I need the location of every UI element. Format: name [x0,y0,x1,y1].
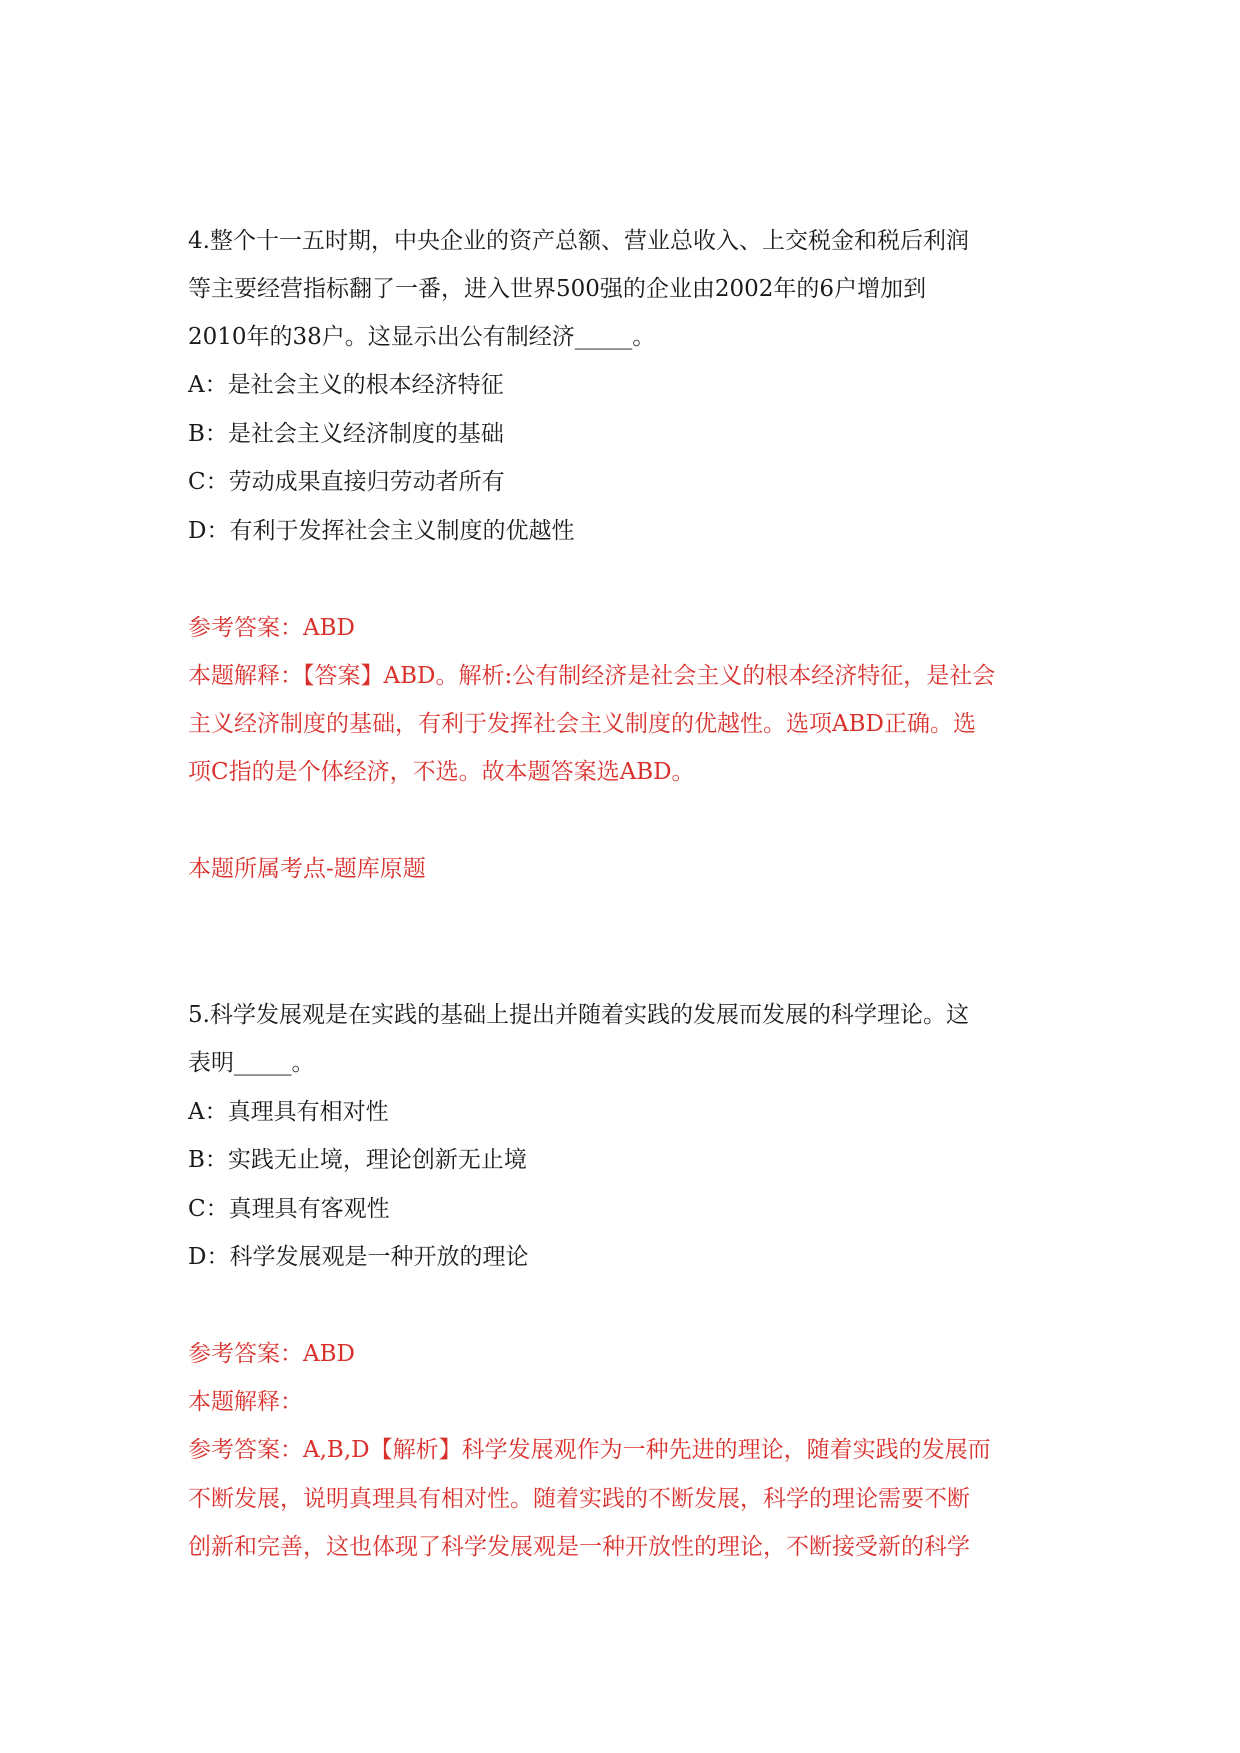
question-5-explanation-line-3: 不断发展，说明真理具有相对性。随着实践的不断发展，科学的理论需要不断 [188,1486,970,1512]
question-4-option-d: D：有利于发挥社会主义制度的优越性 [188,518,575,544]
question-4-explanation-line-2: 主义经济制度的基础，有利于发挥社会主义制度的优越性。选项ABD正确。选 [188,711,976,737]
question-4-explanation-line-3: 项C指的是个体经济，不选。故本题答案选ABD。 [188,759,695,785]
question-5-option-c: C：真理具有客观性 [188,1196,390,1222]
question-5-answer: 参考答案：ABD [188,1341,355,1367]
question-5-stem-line-1: 5.科学发展观是在实践的基础上提出并随着实践的发展而发展的科学理论。这 [188,1002,969,1028]
question-5-explanation-line-2: 参考答案：A,B,D【解析】科学发展观作为一种先进的理论，随着实践的发展而 [188,1437,991,1463]
question-5-explanation-line-4: 创新和完善，这也体现了科学发展观是一种开放性的理论，不断接受新的科学 [188,1534,970,1560]
question-4-option-a: A：是社会主义的根本经济特征 [188,372,504,398]
question-4-explanation-line-1: 本题解释：【答案】ABD。解析:公有制经济是社会主义的根本经济特征，是社会 [188,663,996,689]
question-4-answer: 参考答案：ABD [188,615,355,641]
question-5-stem-line-2: 表明_____。 [188,1050,315,1076]
question-5-option-d: D：科学发展观是一种开放的理论 [188,1244,529,1270]
question-4-stem-line-3: 2010年的38户。这显示出公有制经济_____。 [188,324,656,350]
question-4-option-c: C：劳动成果直接归劳动者所有 [188,469,505,495]
question-5-option-a: A：真理具有相对性 [188,1099,389,1125]
question-4-stem-line-2: 等主要经营指标翻了一番，进入世界500强的企业由2002年的6户增加到 [188,276,927,302]
question-5-explanation-line-1: 本题解释： [188,1389,303,1415]
question-4-option-b: B：是社会主义经济制度的基础 [188,421,504,447]
question-4-stem-line-1: 4.整个十一五时期，中央企业的资产总额、营业总收入、上交税金和税后利润 [188,228,969,254]
question-4-topic: 本题所属考点-题库原题 [188,856,426,882]
question-5-option-b: B：实践无止境，理论创新无止境 [188,1147,527,1173]
